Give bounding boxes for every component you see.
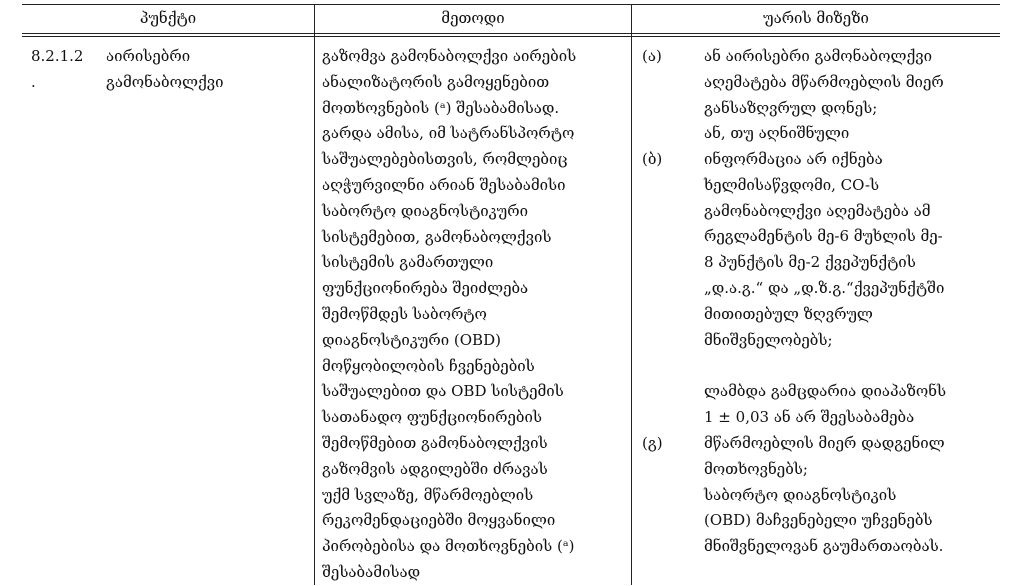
reason-marker-c: (გ): [642, 434, 663, 452]
item-subject: აირისებრი გამონაბოლქვი: [106, 47, 224, 91]
table-top-rule: [22, 4, 1000, 5]
column-divider-1: [314, 4, 315, 585]
reason-marker-a: (ა): [642, 47, 662, 65]
header-point: პუნქტი: [139, 9, 197, 27]
column-divider-2: [631, 4, 632, 585]
reason-text-c: მწარმოებლის მიერ დადგენილ მოთხოვნებს; საბორტო დიაგნოსტიკის (OBD) მაჩვენებელი უჩვენებს მნიშვნელოვან გაუმართაობას.: [704, 434, 945, 556]
reason-marker-b: (ბ): [642, 150, 663, 168]
reason-text-a: ან აირისებრი გამონაბოლქვი აღემატება მწარმოებლის მიერ განსაზღვრულ დონეს; ან, თუ აღნიშნული: [704, 47, 944, 143]
header-method: მეთოდი: [441, 9, 505, 27]
item-number: 8.2.1.2 .: [31, 47, 84, 91]
header-reason: უარის მიზეზი: [763, 9, 869, 27]
header-bottom-rule-double: [22, 36, 1000, 37]
header-bottom-rule: [22, 33, 1000, 34]
reason-text-b: ინფორმაცია არ იქნება ხელმისაწვდომი, CO-ს გამონაბოლქვი აღემატება ამ რეგლამენტის მე-6 მუხლის მე- 8 პუნქტის მე-2 ქვეპუნქტის „დ.ა.გ.“ და „დ.ზ.გ.“ქვეპუნქტში მითითებულ ზღვრულ მნიშვნელობებს; ლამბდა გამცდარია დიაპაზონს 1 ± 0,03 ან არ შეესაბამება: [704, 150, 947, 426]
method-text: გაზომვა გამონაბოლქვი აირების ანალიზატორის გამოყენებით მოთხოვნების (ᵃ) შესაბამისად. გარდა ამისა, იმ სატრანსპორტო საშუალებებისთვის, რომლებიც აღჭურვილნი არიან შესაბამისი საბორტო დიაგნოსტიკური სისტემებით, გამონაბოლქვის სისტემის გამართული ფუნქციონირება შეიძლება შემოწმდეს საბორტო დიაგნოსტიკური (OBD) მოწყობილობის ჩვენებების საშუალებით და OBD სისტემის სათანადო ფუნქციონირების შემოწმებით გამონაბოლქვის გაზომვის ადგილებში ძრავას უქმ სვლაზე, მწარმოებლის რეკომენდაციებში მოყვანილი პირობებისა და მოთხოვნების (ᵃ) შესაბამისად: [322, 47, 577, 581]
